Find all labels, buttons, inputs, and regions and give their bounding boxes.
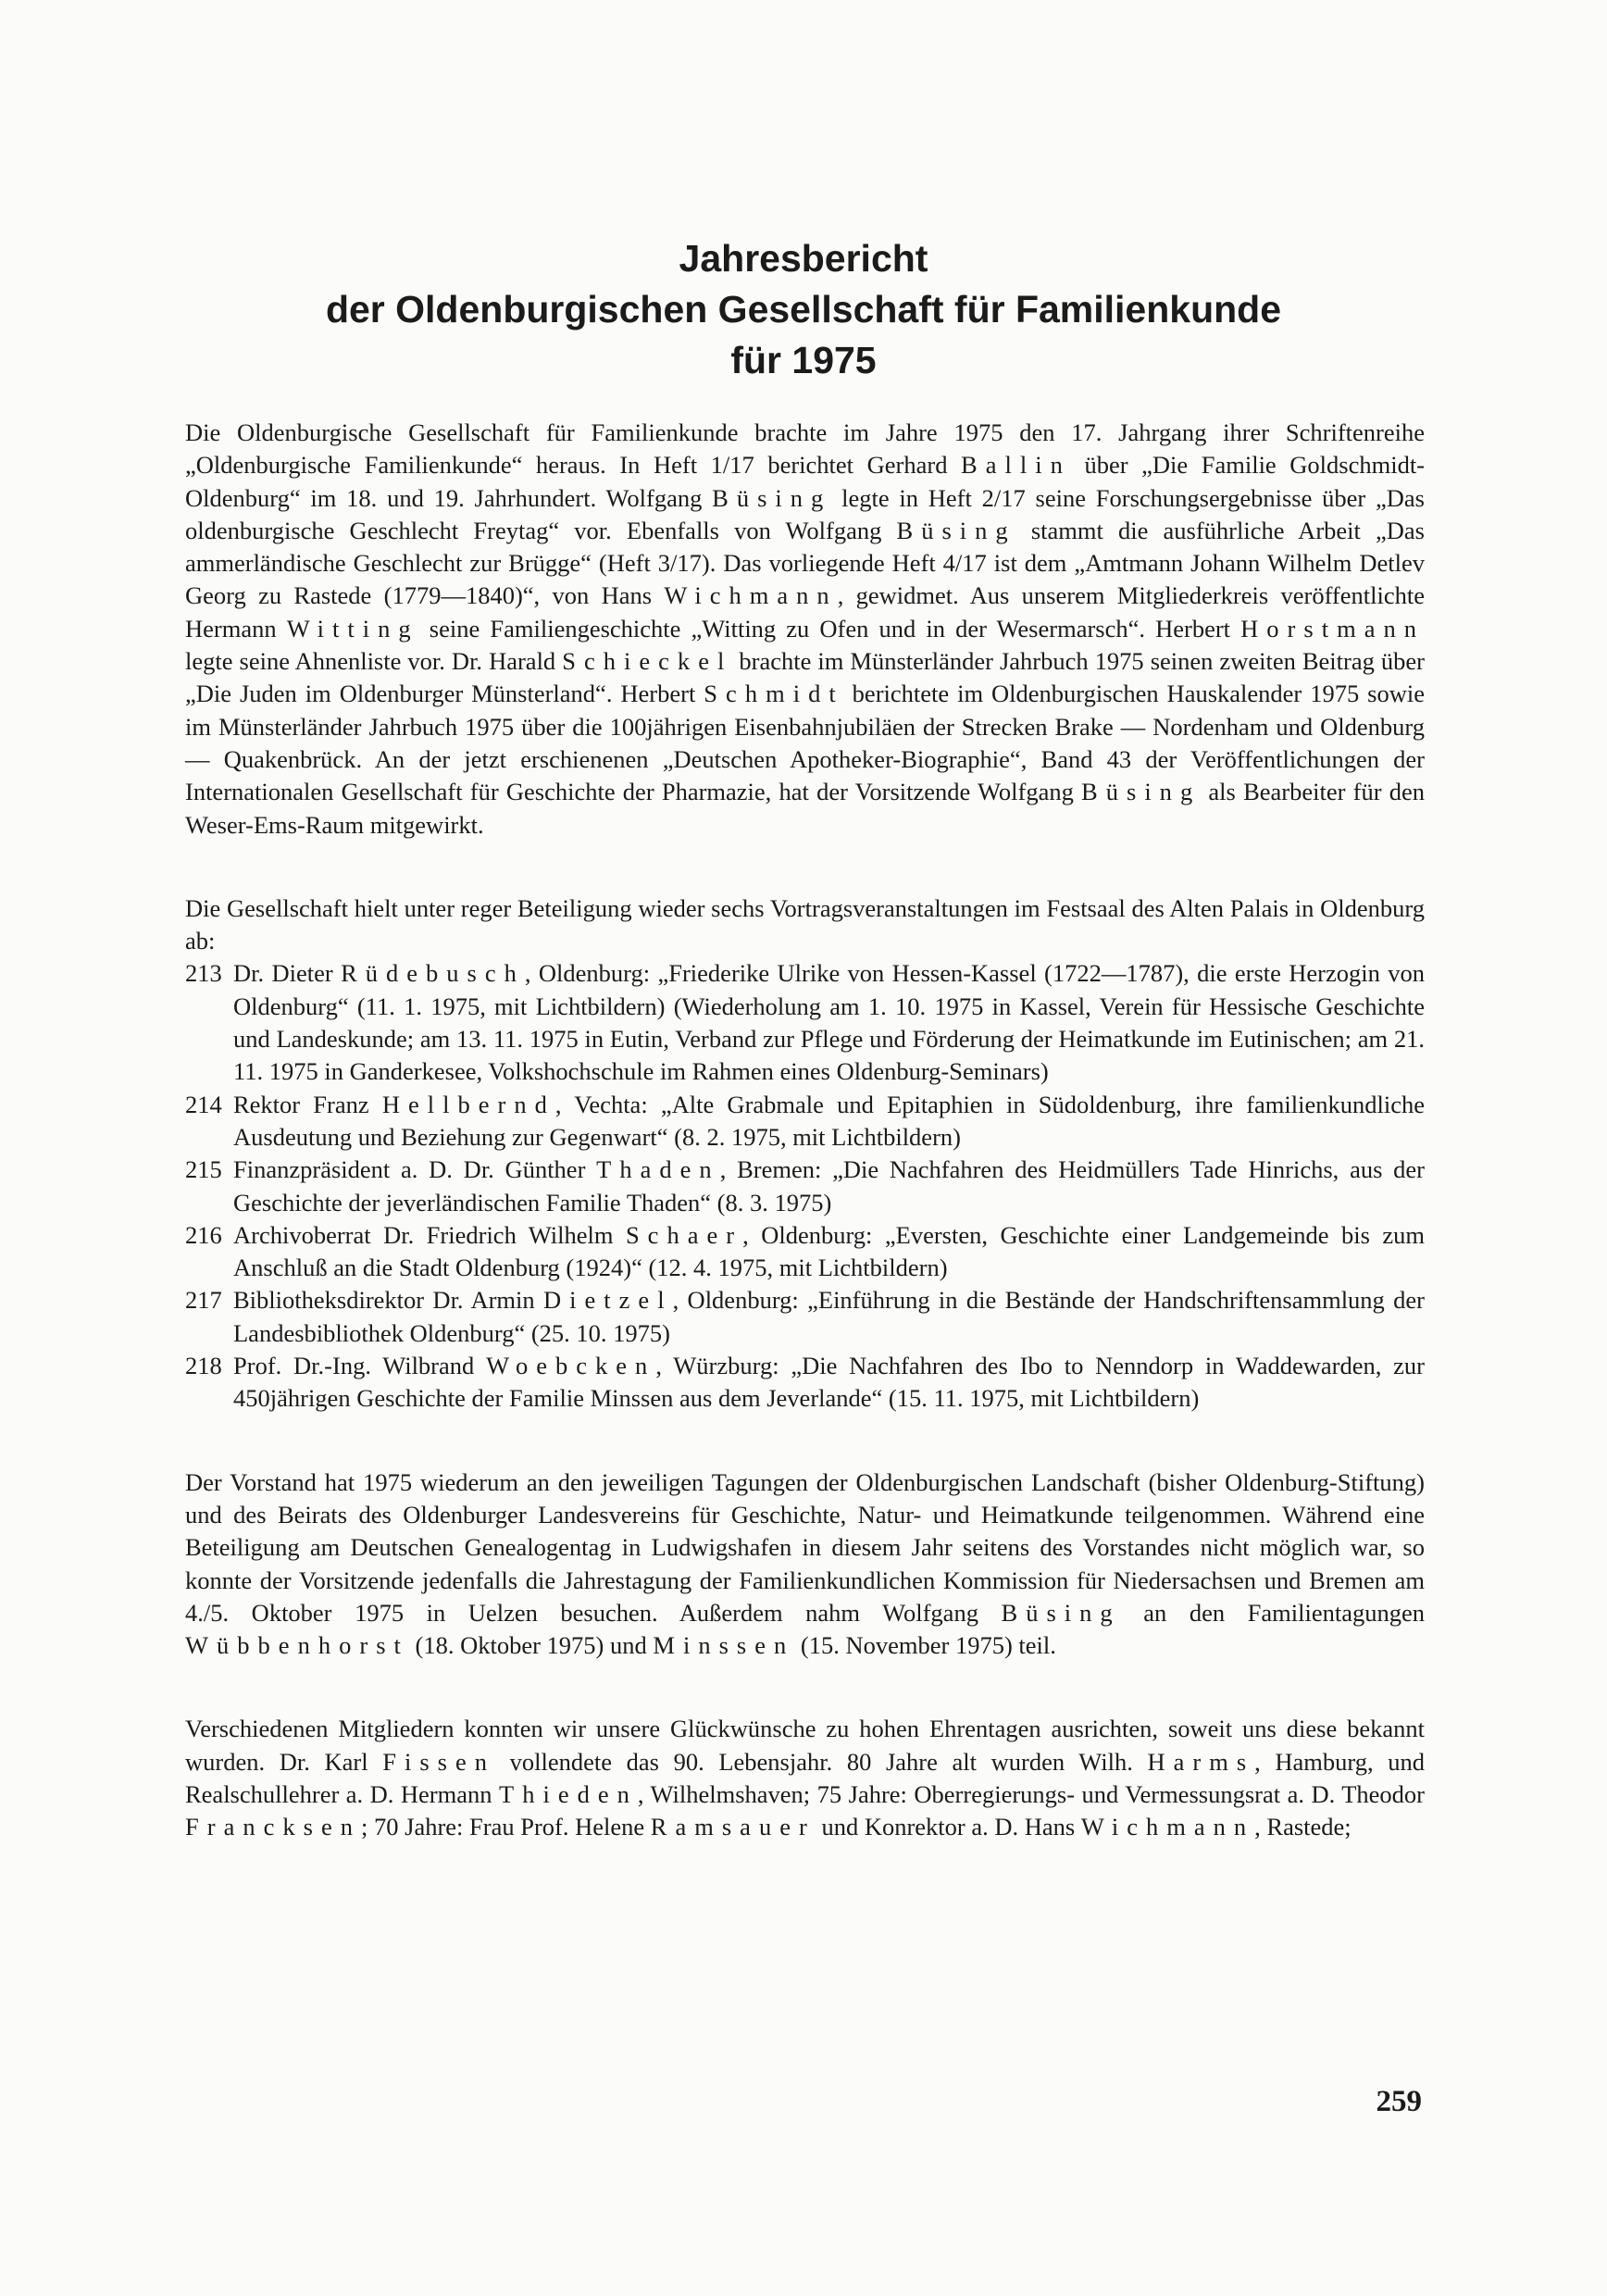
text-run: berichtete im Oldenburgischen Hauskalender 1975 sowie im Münsterländer Jahrbuch 1975 über die 100jährigen Eisenbahnjubiläen der Strecken Brake — Nordenham und Oldenburg — Quakenbrück. An der jetzt erschienenen „Deutschen Apotheker-Biographie“, Band 43 der Veröffentlichungen der Internationalen Gesellschaft für Geschichte der Pharmazie, hat der Vorsitzende Wolfgang: [185, 680, 1425, 806]
text-run: , Hamburg, und Realschullehrer a. D. Hermann: [185, 1747, 1426, 1808]
family-name: Wübbenhorst: [185, 1631, 409, 1660]
person-name: Fissen: [382, 1747, 496, 1776]
speaker-name: Schaer: [625, 1220, 743, 1249]
lecture-number: 218: [185, 1352, 222, 1380]
text-run: vollendete das 90. Lebensjahr. 80 Jahre alt wurden Wilh.: [495, 1747, 1148, 1776]
text-run: über „Die Familie Goldschmidt-Oldenburg“ im 18. und 19. Jahrhundert. Wolfgang: [185, 451, 1426, 512]
title-line-1: Jahresbericht: [679, 237, 928, 280]
person-name: Francksen: [185, 1813, 362, 1841]
lecture-number: 217: [185, 1286, 222, 1315]
text-run: Die Oldenburgische Gesellschaft für Familienkunde brachte im Jahre 1975 den 17. Jahrgang ihrer Schriftenreihe „Oldenburgische Familienkunde“ heraus. In Heft 1/17 berichtet Gerhard: [185, 418, 1425, 480]
lecture-list: [185, 957, 1425, 1415]
lecture-item: [185, 1350, 1425, 1416]
text-run: Dr. Dieter: [233, 959, 342, 988]
lecture-number: 216: [185, 1220, 222, 1249]
document-body: [185, 417, 1425, 1844]
person-name: Schmidt: [704, 680, 844, 708]
text-run: , Würzburg: „Die Nachfahren des Ibo to Nenndorp in Waddewarden, zur 450jährigen Geschichte der Familie Minssen aus dem Jeverlande“ (15. 11. 1975, mit Lichtbildern): [233, 1352, 1425, 1413]
text-run: , Bremen: „Die Nachfahren des Heidmüllers Tade Hinrichs, aus der Geschichte der jeverländischen Familie Thaden“ (8. 3. 1975): [233, 1155, 1425, 1217]
person-name: Wichmann: [664, 581, 838, 610]
speaker-name: Woebcken: [486, 1352, 656, 1380]
person-name: Büsing: [1001, 1598, 1121, 1627]
lecture-item: [185, 1284, 1425, 1350]
person-name: Witting: [286, 614, 419, 643]
paragraph-lectures-intro: Die Gesellschaft hielt unter reger Beteiligung wieder sechs Vortragsveranstaltungen im Festsaal des Alten Palais in Oldenburg ab:: [185, 893, 1425, 955]
person-name: Ballin: [961, 451, 1071, 480]
paragraph-congratulations: [185, 1713, 1425, 1843]
lecture-item: [185, 957, 1425, 1088]
lecture-text: [233, 1154, 1425, 1219]
person-name: Schieckel: [562, 647, 733, 676]
person-name: Büsing: [712, 483, 832, 512]
text-run: als Bearbeiter für den Weser-Ems-Raum mitgewirkt.: [185, 778, 1425, 839]
text-run: (15. November 1975) teil.: [794, 1631, 1056, 1660]
lecture-text: [233, 1219, 1425, 1285]
lecture-number: 215: [185, 1155, 222, 1184]
text-run: Archivoberrat Dr. Friedrich Wilhelm: [233, 1220, 626, 1249]
lecture-item: [185, 1154, 1425, 1219]
speaker-name: Thaden: [596, 1155, 720, 1184]
lecture-text: [233, 1284, 1425, 1350]
person-name: Ramsauer: [650, 1813, 816, 1841]
family-name: Minssen: [653, 1631, 795, 1660]
text-run: legte in Heft 2/17 seine Forschungsergebnisse über „Das oldenburgische Geschlecht Freytag“ vor. Ebenfalls von Wolfgang: [185, 483, 1425, 544]
paragraph-publications: [185, 417, 1425, 842]
speaker-name: Dietzel: [542, 1286, 673, 1315]
speaker-name: Hellbernd: [381, 1090, 555, 1118]
lecture-text: [233, 957, 1425, 1088]
lecture-item: [185, 1089, 1425, 1154]
text-run: , gewidmet. Aus unserem Mitgliederkreis veröffentlichte Hermann: [185, 581, 1425, 643]
person-name: Thieden: [499, 1779, 638, 1808]
text-run: stammt die ausführliche Arbeit „Das ammerländische Geschlecht zur Brügge“ (Heft 3/17). Das vorliegende Heft 4/17 ist dem „Amtmann Johann Wilhelm Detlev Georg zu Rastede (1779—1840)“, von Hans: [185, 516, 1425, 610]
paragraph-board-activities: [185, 1466, 1425, 1663]
text-run: , Rastede;: [1254, 1813, 1352, 1841]
text-run: Finanzpräsident a. D. Dr. Günther: [233, 1155, 597, 1184]
title-line-2: der Oldenburgischen Gesellschaft für Familienkunde: [325, 288, 1282, 331]
text-run: ; 70 Jahre: Frau Prof. Helene: [361, 1813, 651, 1841]
lecture-text: [233, 1089, 1425, 1154]
text-run: , Oldenburg: „Friederike Ulrike von Hessen-Kassel (1722—1787), die erste Herzogin von Oldenburg“ (11. 1. 1975, mit Lichtbildern) (Wiederholung am 1. 10. 1975 in Kassel, Verein für Hessische Geschichte und Landeskunde; am 13. 11. 1975 in Eutin, Verband zur Pflege und Förderung der Heimatkunde im Eutinischen; am 21. 11. 1975 in Ganderkesee, Volkshochschule im Rahmen eines Oldenburg-Seminars): [233, 959, 1425, 1086]
text-run: , Wilhelmshaven; 75 Jahre: Oberregierungs- und Vermessungsrat a. D. Theodor: [637, 1779, 1425, 1808]
text-run: (18. Oktober 1975) und: [408, 1631, 654, 1660]
person-name: Harms: [1147, 1747, 1255, 1776]
person-name: Büsing: [1081, 778, 1202, 806]
text-run: , Oldenburg: „Einführung in die Bestände der Handschriftensammlung der Landesbibliothek Oldenburg“ (25. 10. 1975): [233, 1286, 1425, 1347]
text-run: seine Familiengeschichte „Witting zu Ofen und in der Wesermarsch“. Herbert: [418, 614, 1241, 643]
lecture-number: 213: [185, 959, 222, 988]
text-run: , Vechta: „Alte Grabmale und Epitaphien in Südoldenburg, ihre familienkundliche Ausdeutung und Beziehung zur Gegenwart“ (8. 2. 1975, mit Lichtbildern): [233, 1090, 1425, 1151]
text-run: und Konrektor a. D. Hans: [815, 1813, 1081, 1841]
title-line-3: für 1975: [730, 339, 877, 381]
lecture-text: [233, 1350, 1425, 1416]
lecture-item: [185, 1219, 1425, 1285]
person-name: Wichmann: [1080, 1813, 1255, 1841]
text-run: Prof. Dr.-Ing. Wilbrand: [233, 1352, 487, 1380]
person-name: Büsing: [896, 516, 1016, 544]
speaker-name: Rüdebusch: [341, 959, 525, 988]
text-run: an den Familientagungen: [1120, 1598, 1425, 1627]
page-number: 259: [1376, 2085, 1422, 2118]
text-run: Verschiedenen Mitgliedern konnten wir unsere Glückwünsche zu hohen Ehrentagen ausrichten, soweit uns diese bekannt wurden. Dr. Karl: [185, 1715, 1425, 1776]
text-run: , Oldenburg: „Eversten, Geschichte einer Landgemeinde bis zum Anschluß an die Stadt Oldenburg (1924)“ (12. 4. 1975, mit Lichtbildern): [233, 1220, 1425, 1282]
lecture-number: 214: [185, 1090, 222, 1118]
text-run: Bibliotheksdirektor Dr. Armin: [233, 1286, 543, 1315]
text-run: Der Vorstand hat 1975 wiederum an den jeweiligen Tagungen der Oldenburgischen Landschaft (bisher Oldenburg-Stiftung) und des Beirats des Oldenburger Landesvereins für Geschichte, Natur- und Heimatkunde teilgenommen. Während eine Beteiligung am Deutschen Genealogentag in Ludwigshafen in diesem Jahr seitens des Vorstandes nicht möglich war, so konnte der Vorsitzende jedenfalls die Jahrestagung der Familienkundlichen Kommission für Niedersachsen und Bremen am 4./5. Oktober 1975 in Uelzen besuchen. Außerdem nahm Wolfgang: [185, 1467, 1425, 1627]
person-name: Horstmann: [1240, 614, 1425, 643]
text-run: legte seine Ahnenliste vor. Dr. Harald: [185, 647, 563, 676]
text-run: brachte im Münsterländer Jahrbuch 1975 seinen zweiten Beitrag über „Die Juden im Oldenburger Münsterland“. Herbert: [185, 647, 1425, 708]
text-run: Rektor Franz: [233, 1090, 382, 1118]
page-title: [185, 233, 1422, 386]
